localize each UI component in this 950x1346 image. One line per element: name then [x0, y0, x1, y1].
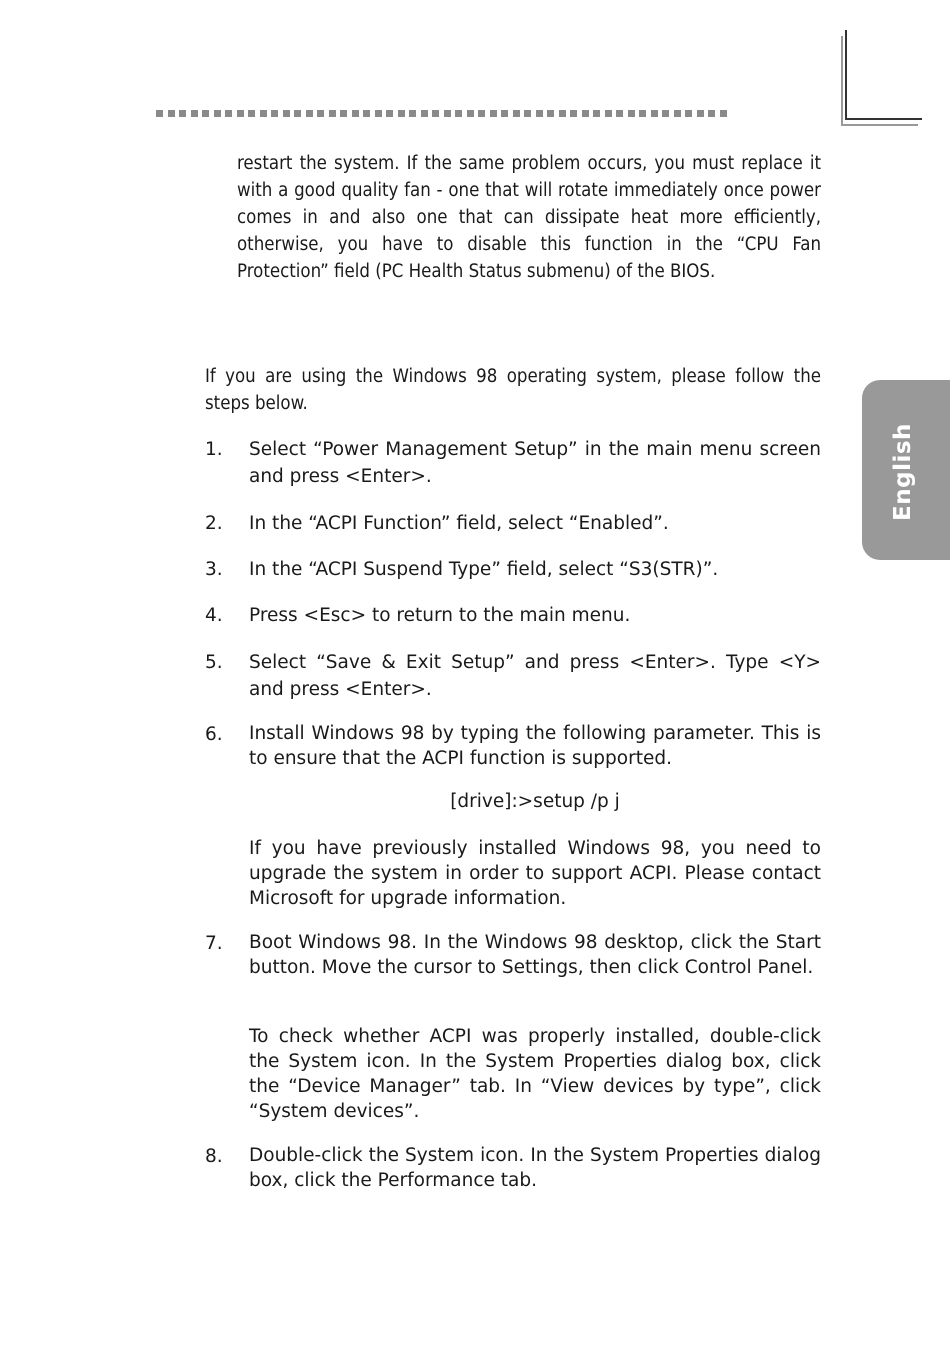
rule-dot — [478, 110, 485, 117]
step-number: 4. — [205, 605, 223, 626]
rule-dot — [375, 110, 382, 117]
rule-dot — [248, 110, 255, 117]
rule-dot — [455, 110, 462, 117]
rule-dot — [685, 110, 692, 117]
dotted-header-rule — [156, 110, 727, 117]
step-text: Boot Windows 98. In the Windows 98 desktop, click the Start button. Move the cursor to Settings, then click Control Panel. — [249, 932, 821, 978]
step-text: Press <Esc> to return to the main menu. — [249, 605, 631, 626]
rule-dot — [674, 110, 681, 117]
step-number: 2. — [205, 513, 223, 534]
rule-dot — [605, 110, 612, 117]
step-text: Select “Save & Exit Setup” and press <Enter>. Type <Y> and press <Enter>. — [249, 652, 821, 700]
step-text: Double-click the System icon. In the System Properties dialog box, click the Performance tab. — [249, 1145, 821, 1191]
rule-dot — [260, 110, 267, 117]
step-number: 8. — [205, 1146, 223, 1167]
continuation-paragraph: restart the system. If the same problem occurs, you must replace it with a good quality fan - one that will rotate immediately once power comes in and also one that can dissipate heat more efficiently, otherwise, you have to disable this function in the “CPU Fan Protection” field (PC Health Status submenu) of the BIOS. — [237, 153, 821, 282]
rule-dot — [536, 110, 543, 117]
rule-dot — [156, 110, 163, 117]
rule-dot — [386, 110, 393, 117]
rule-dot — [720, 110, 727, 117]
rule-dot — [294, 110, 301, 117]
rule-dot — [283, 110, 290, 117]
rule-dot — [363, 110, 370, 117]
step-number: 7. — [205, 933, 223, 954]
rule-dot — [697, 110, 704, 117]
step-note: If you have previously installed Windows 98, you need to upgrade the system in order to support ACPI. Please contact Microsoft for upgrade information. — [249, 838, 821, 909]
rule-dot — [559, 110, 566, 117]
corner-line-vertical — [845, 30, 847, 120]
rule-dot — [524, 110, 531, 117]
rule-dot — [421, 110, 428, 117]
step-text: Select “Power Management Setup” in the main menu screen and press <Enter>. — [249, 439, 821, 487]
rule-dot — [582, 110, 589, 117]
step-text: In the “ACPI Suspend Type” field, select “S3(STR)”. — [249, 559, 719, 580]
rule-dot — [616, 110, 623, 117]
rule-dot — [271, 110, 278, 117]
step-number: 6. — [205, 724, 223, 745]
rule-dot — [708, 110, 715, 117]
step-number: 3. — [205, 559, 223, 580]
rule-dot — [179, 110, 186, 117]
rule-dot — [628, 110, 635, 117]
rule-dot — [639, 110, 646, 117]
step-text: In the “ACPI Function” field, select “Enabled”. — [249, 513, 669, 534]
rule-dot — [662, 110, 669, 117]
step-text: Install Windows 98 by typing the following parameter. This is to ensure that the ACPI function is supported. — [249, 723, 821, 769]
rule-dot — [490, 110, 497, 117]
rule-dot — [547, 110, 554, 117]
rule-dot — [432, 110, 439, 117]
rule-dot — [168, 110, 175, 117]
rule-dot — [306, 110, 313, 117]
rule-dot — [202, 110, 209, 117]
rule-dot — [191, 110, 198, 117]
rule-dot — [409, 110, 416, 117]
corner-shadow-vertical — [841, 36, 843, 126]
rule-dot — [651, 110, 658, 117]
rule-dot — [570, 110, 577, 117]
step-number: 5. — [205, 652, 223, 673]
step-note: To check whether ACPI was properly installed, double-click the System icon. In the System Properties dialog box, click the “Device Manager” tab. In “View devices by type”, click “System devices”. — [249, 1026, 821, 1122]
rule-dot — [225, 110, 232, 117]
intro-paragraph: If you are using the Windows 98 operating system, please follow the steps below. — [205, 366, 821, 414]
rule-dot — [501, 110, 508, 117]
rule-dot — [214, 110, 221, 117]
rule-dot — [398, 110, 405, 117]
rule-dot — [593, 110, 600, 117]
corner-line-horizontal — [845, 118, 922, 120]
rule-dot — [467, 110, 474, 117]
step-number: 1. — [205, 439, 223, 460]
rule-dot — [352, 110, 359, 117]
rule-dot — [317, 110, 324, 117]
language-tab-label: English — [890, 423, 916, 521]
rule-dot — [329, 110, 336, 117]
rule-dot — [237, 110, 244, 117]
rule-dot — [513, 110, 520, 117]
corner-shadow-horizontal — [841, 124, 918, 126]
rule-dot — [340, 110, 347, 117]
rule-dot — [444, 110, 451, 117]
setup-command: [drive]:>setup /p j — [450, 791, 620, 812]
